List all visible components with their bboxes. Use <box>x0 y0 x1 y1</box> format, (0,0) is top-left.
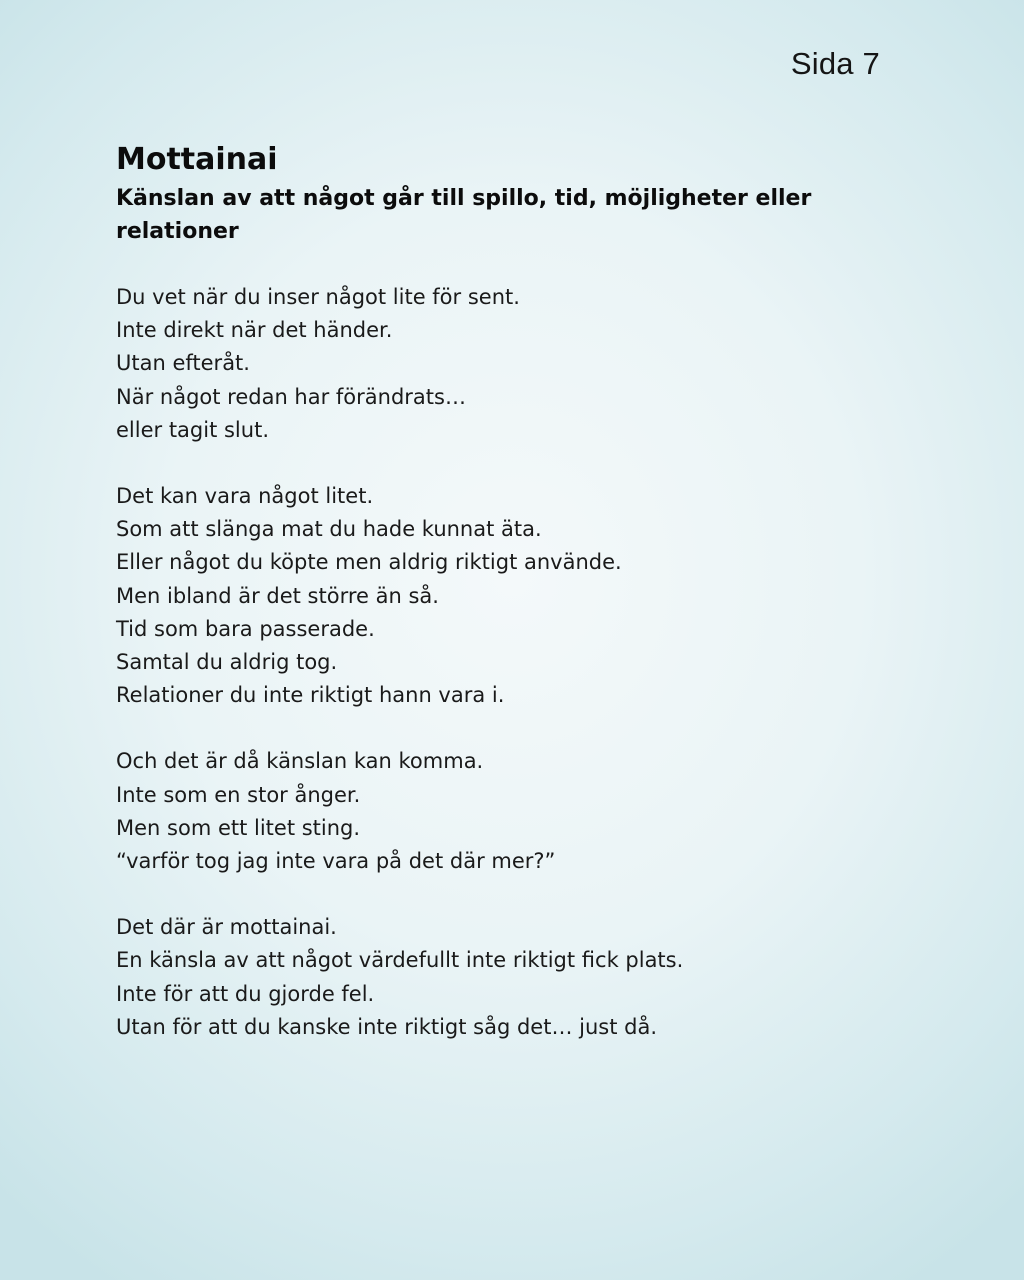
poem-line: Utan efteråt. <box>116 351 250 376</box>
poem-line: Relationer du inte riktigt hann vara i. <box>116 683 505 708</box>
poem-line: Inte för att du gjorde fel. <box>116 981 375 1006</box>
poem-line: Samtal du aldrig tog. <box>116 650 338 675</box>
poem-line: Och det är då känslan kan komma. <box>116 749 484 774</box>
poem-line: Utan för att du kanske inte riktigt såg det… just då. <box>116 1014 658 1039</box>
stanza-3 <box>116 745 876 878</box>
stanza-2 <box>116 480 876 712</box>
poem-line: eller tagit slut. <box>116 417 269 442</box>
poem-line: Inte som en stor ånger. <box>116 782 361 807</box>
poem-line: Det kan vara något litet. <box>116 484 374 509</box>
poem-line: Eller något du köpte men aldrig riktigt använde. <box>116 550 622 575</box>
poem-line: Men som ett litet sting. <box>116 815 361 840</box>
poem-line: En känsla av att något värdefullt inte riktigt fick plats. <box>116 948 684 973</box>
poem-line: När något redan har förändrats… <box>116 384 466 409</box>
page-number: Sida 7 <box>790 46 880 81</box>
poem-line: Det där är mottainai. <box>116 915 337 940</box>
poem-line: Tid som bara passerade. <box>116 616 375 641</box>
article-title: Mottainai <box>116 142 278 177</box>
poem-line: Men ibland är det större än så. <box>116 583 439 608</box>
poem-line: Som att slänga mat du hade kunnat äta. <box>116 517 542 542</box>
poem-line: “varför tog jag inte vara på det där mer?” <box>116 849 556 874</box>
stanza-1 <box>116 281 876 447</box>
poem-line: Inte direkt när det händer. <box>116 318 393 343</box>
poem-line: Du vet när du inser något lite för sent. <box>116 285 520 309</box>
article-subtitle: Känslan av att något går till spillo, tid, möjligheter eller relationer <box>116 186 812 244</box>
stanza-4 <box>116 911 876 1044</box>
article <box>116 138 876 1044</box>
